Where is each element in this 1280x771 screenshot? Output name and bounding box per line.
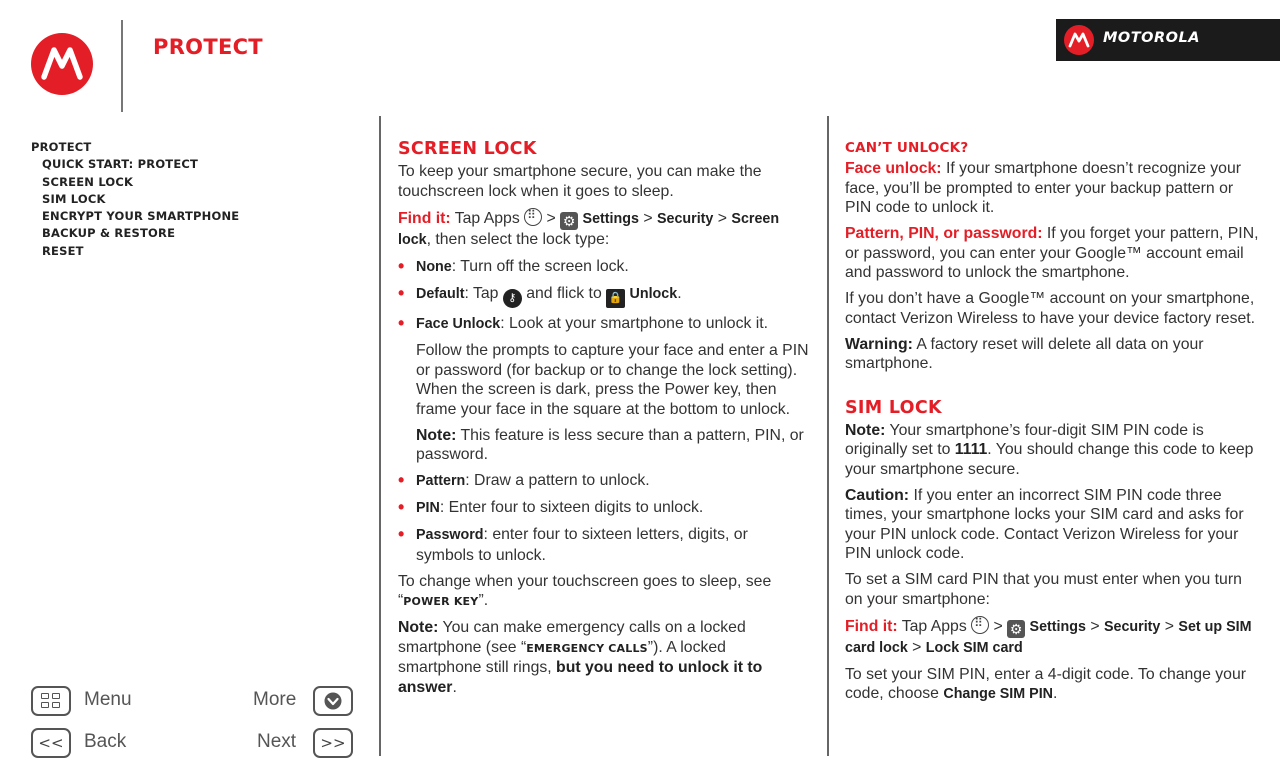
factory-reset-warning: Warning: A factory reset will delete all data on your smartphone. — [845, 335, 1204, 372]
face-unlock-detail: Follow the prompts to capture your face and enter a PIN or password (for backup or to change the lock setting). When the screen is dark, press the Power key, then frame your face in the square at the bottom to unlock. — [416, 342, 809, 418]
back-label[interactable]: Back — [84, 731, 127, 752]
screen-lock-intro: To keep your smartphone secure, you can make the touchscreen lock when it goes to sleep. — [398, 163, 762, 200]
motorola-m-icon — [31, 33, 93, 95]
bullet-icon: • — [398, 255, 405, 276]
screen-lock-heading: SCREEN LOCK — [398, 139, 537, 159]
settings-gear-icon: ⚙ — [1007, 620, 1025, 638]
brand-name: MOTOROLA — [1103, 30, 1200, 46]
back-button[interactable] — [31, 728, 71, 758]
bullet-icon: • — [398, 470, 405, 490]
list-item: • None: Turn off the screen lock. — [398, 255, 629, 276]
more-label[interactable]: More — [253, 689, 297, 710]
right-column — [845, 139, 1260, 711]
toc-item-screen-lock[interactable]: SCREEN LOCK — [42, 174, 134, 189]
sim-lock-note: Note: Your smartphone’s four-digit SIM PIN code is originally set to 1111. You should change this code to keep your smartphone secure. — [845, 421, 1254, 478]
next-label[interactable]: Next — [257, 731, 297, 752]
column-divider-right — [827, 116, 829, 756]
bullet-icon: • — [398, 524, 405, 544]
list-item: • Default: Tap ⚷ and flick to 🔒 Unlock. — [398, 284, 810, 308]
toc-item-sim-lock[interactable]: SIM LOCK — [42, 191, 106, 206]
sim-pin-set-text: To set a SIM card PIN that you must enter when you turn on your smartphone: — [845, 571, 1242, 608]
list-item: • Pattern: Draw a pattern to unlock. — [398, 470, 650, 490]
toc-item-encrypt[interactable]: ENCRYPT YOUR SMARTPHONE — [42, 209, 240, 224]
table-of-contents — [31, 139, 239, 260]
header-divider — [121, 20, 123, 112]
menu-label[interactable]: Menu — [84, 689, 132, 710]
bullet-icon: • — [398, 313, 405, 333]
toc-item-reset[interactable]: RESET — [42, 243, 84, 258]
next-button[interactable] — [313, 728, 353, 758]
list-item: • PIN: Enter four to sixteen digits to unlock. — [398, 497, 704, 517]
emergency-calls-link[interactable]: EMERGENCY CALLS — [526, 641, 648, 655]
settings-gear-icon: ⚙ — [560, 212, 578, 230]
sim-lock-caution: Caution: If you enter an incorrect SIM PIN code three times, your smartphone locks your SIM card and asks for your PIN unlock code. Contact Verizon Wireless for your PIN unlock code. — [845, 486, 1244, 562]
sleep-settings-text: To change when your touchscreen goes to sleep, see “POWER KEY”. — [398, 572, 772, 609]
toc-item-quick-start[interactable]: QUICK START: PROTECT — [42, 157, 199, 172]
face-unlock-help: Face unlock: If your smartphone doesn’t recognize your face, you’ll be prompted to enter your backup pattern or PIN code to unlock it. — [845, 160, 1242, 216]
brand-logo-icon — [1064, 25, 1094, 55]
face-unlock-note: Note: This feature is less secure than a pattern, PIN, or password. — [416, 426, 804, 463]
no-account-help: If you don’t have a Google™ account on your smartphone, contact Verizon Wireless to have your device factory reset. — [845, 290, 1256, 327]
motorola-logo — [31, 33, 93, 95]
menu-grid-icon — [41, 693, 61, 709]
apps-icon — [971, 616, 989, 634]
brand-bar — [1056, 19, 1280, 61]
power-key-link[interactable]: POWER KEY — [403, 595, 479, 608]
find-it-label: Find it: — [398, 209, 451, 227]
toc-item-protect[interactable]: PROTECT — [31, 140, 92, 154]
menu-button[interactable] — [31, 686, 71, 716]
column-divider-left — [379, 116, 381, 756]
key-icon: ⚷ — [503, 289, 522, 308]
screen-lock-section — [398, 138, 810, 704]
sim-lock-heading: SIM LOCK — [845, 397, 942, 418]
bullet-icon: • — [398, 282, 405, 303]
sim-lock-find-it: Find it: Tap Apps ⠿ > ⚙ Settings > Security > Set up SIM card lock > Lock SIM card — [845, 616, 1260, 659]
apps-icon — [524, 208, 542, 226]
sim-pin-change-text: To set your SIM PIN, enter a 4-digit code. To change your code, choose Change SIM PIN. — [845, 665, 1246, 702]
pattern-pin-help: Pattern, PIN, or password: If you forget your pattern, PIN, or password, you can enter your Google™ account email and password to unlock the smartphone. — [845, 225, 1259, 281]
screen-lock-find-it: Find it: Tap Apps ⠿ > ⚙ Settings > Security > Screen lock, then select the lock type: — [398, 208, 810, 251]
page-title: PROTECT — [153, 35, 263, 59]
back-arrow-icon: << — [38, 734, 64, 752]
emergency-note: Note: You can make emergency calls on a locked smartphone (see “EMERGENCY CALLS”). A locked smartphone still rings, but you need to unlock it to answer. — [398, 619, 763, 696]
list-item: • Face Unlock: Look at your smartphone to unlock it. — [398, 313, 769, 333]
next-arrow-icon: >> — [320, 734, 346, 752]
cant-unlock-heading: CAN’T UNLOCK? — [845, 140, 969, 156]
toc-item-backup-restore[interactable]: BACKUP & RESTORE — [42, 226, 176, 241]
lock-icon: 🔒 — [606, 289, 625, 308]
list-item: • Password: enter four to sixteen letters, digits, or symbols to unlock. — [398, 524, 748, 564]
chevron-down-icon — [315, 688, 351, 714]
more-button[interactable] — [313, 686, 353, 716]
bullet-icon: • — [398, 497, 405, 517]
